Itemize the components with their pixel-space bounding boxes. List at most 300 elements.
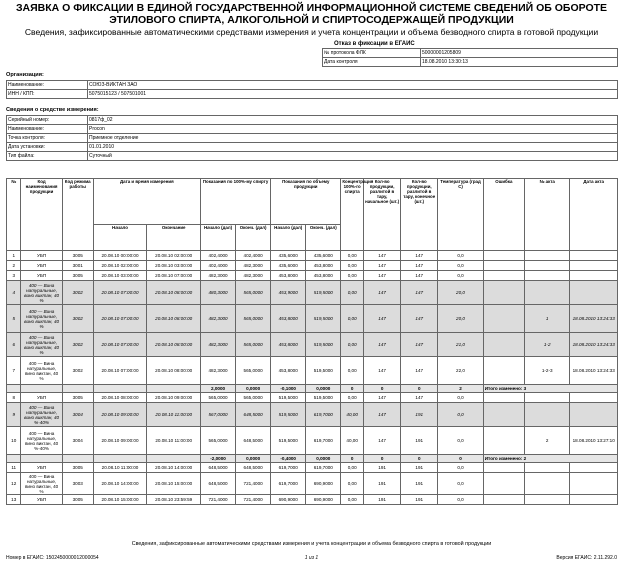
mode-code: 3005 [62, 271, 93, 281]
col-code-header: Код наименования продукции [21, 179, 62, 251]
mode-code: 3004 [62, 403, 93, 427]
qty-start: 147 [364, 333, 401, 357]
mode-code: 3002 [62, 357, 93, 385]
qty-start: 147 [364, 305, 401, 333]
vol-start: 453,8000 [271, 357, 306, 385]
temperature: 0,0 [438, 271, 483, 281]
start-datetime: 20.08.10 09:00:00 [93, 427, 147, 455]
org-label: ИНН / КПП: [7, 90, 88, 99]
col-volume-header: Показания по объему продукции [271, 179, 341, 225]
error-cell [483, 403, 524, 427]
row-number: 3 [7, 271, 21, 281]
vol-start: 519,5000 [271, 403, 306, 427]
vol-start: 453,8000 [271, 333, 306, 357]
total-empty-cell [62, 455, 93, 463]
act-date: 18.08.2010 13:24:33 [570, 333, 618, 357]
temperature: 0,0 [438, 463, 483, 473]
qty-end: 191 [401, 495, 438, 505]
concentration: 0,00 [341, 271, 364, 281]
total-row [7, 385, 618, 393]
start-datetime: 20.08.10 02:00:00 [93, 261, 147, 271]
vol-end: 519,5000 [306, 393, 341, 403]
error-cell [483, 251, 524, 261]
concentration: 0,00 [341, 463, 364, 473]
end-datetime: 20.08.10 23:59:59 [147, 495, 201, 505]
device-label: Наименование: [7, 125, 88, 134]
vol-start: 435,6000 [271, 261, 306, 271]
qty-end: 147 [401, 251, 438, 261]
pct-end: 402,4000 [236, 251, 271, 261]
concentration: 0,00 [341, 261, 364, 271]
vol-end: 519,5000 [306, 305, 341, 333]
error-cell [483, 393, 524, 403]
qty-end: 191 [401, 473, 438, 495]
act-date [570, 261, 618, 271]
pct-end: 482,3000 [236, 261, 271, 271]
start-datetime: 20.08.10 07:00:00 [93, 305, 147, 333]
qty-start: 191 [364, 495, 401, 505]
device-value: Суточный [88, 152, 618, 161]
act-date [570, 495, 618, 505]
row-number: 9 [7, 403, 21, 427]
device-value: Приемное отделение [88, 134, 618, 143]
qty-start: 191 [364, 473, 401, 495]
product-code: УБП [21, 251, 62, 261]
col-conc-header: Концентрация 100%-го спирта [341, 179, 364, 251]
start-datetime: 20.08.10 07:00:00 [93, 281, 147, 305]
egais-number: Номер в ЕГАИС: 1502450000012000054 [6, 555, 99, 561]
org-label: Наименование: [7, 81, 88, 90]
col-datetime-header: Дата и время измерения [93, 179, 200, 225]
vol-end: 690,9000 [306, 473, 341, 495]
qty-start: 147 [364, 251, 401, 261]
otkaz-label: № протокола ФЛК [323, 49, 421, 58]
act-date [570, 463, 618, 473]
vol-end: 619,7000 [306, 403, 341, 427]
start-datetime: 20.08.10 07:00:00 [93, 357, 147, 385]
col-start-header: Начало [93, 225, 147, 251]
mode-code: 3003 [62, 473, 93, 495]
device-row [7, 116, 618, 125]
col-pct-start-header: Начало (дал) [201, 225, 236, 251]
header-row [7, 179, 618, 225]
org-row [7, 81, 618, 90]
end-datetime: 20.08.10 11:00:00 [147, 403, 201, 427]
pct-end: 648,5000 [236, 463, 271, 473]
total-empty-cell [93, 385, 147, 393]
total-row [7, 455, 618, 463]
device-value: 0817ф_02 [88, 116, 618, 125]
row-number: 6 [7, 333, 21, 357]
product-code: УБП [21, 463, 62, 473]
device-label: Тип файла: [7, 152, 88, 161]
total-pct-end: 0,0000 [236, 385, 271, 393]
act-number [525, 271, 570, 281]
row-number: 8 [7, 393, 21, 403]
act-date [570, 473, 618, 495]
total-empty-cell [7, 385, 21, 393]
end-datetime: 20.08.10 15:00:00 [147, 473, 201, 495]
act-number [525, 393, 570, 403]
row-number: 4 [7, 281, 21, 305]
total-empty-cell [7, 455, 21, 463]
product-code: УБП [21, 261, 62, 271]
pct-start: 402,4000 [201, 261, 236, 271]
measurements-table [6, 178, 618, 505]
mode-code: 3005 [62, 463, 93, 473]
mode-code: 3005 [62, 495, 93, 505]
temperature: 0,0 [438, 393, 483, 403]
total-qty-end: 0 [401, 385, 438, 393]
product-code: 400 — Вина натуральные, вино виктан, 40 % [21, 473, 62, 495]
col-no-header: № [7, 179, 21, 251]
pct-start: 482,3000 [201, 305, 236, 333]
error-cell [483, 463, 524, 473]
error-cell [483, 357, 524, 385]
end-datetime: 20.08.10 09:00:00 [147, 393, 201, 403]
otkaz-value: 50000001205809 [421, 49, 618, 58]
col-act-no-header: № акта [525, 179, 570, 251]
org-table [6, 80, 618, 99]
egais-version: Версия ЕГАИС: 2.11.292.0 [556, 555, 617, 561]
qty-end: 191 [401, 427, 438, 455]
temperature: 20,0 [438, 281, 483, 305]
temperature: 0,0 [438, 261, 483, 271]
vol-start: 619,7000 [271, 473, 306, 495]
qty-start: 147 [364, 403, 401, 427]
act-number [525, 463, 570, 473]
qty-start: 147 [364, 271, 401, 281]
act-date: 18.08.2010 13:27:10 [570, 427, 618, 455]
device-label: Точка контроля: [7, 134, 88, 143]
row-number: 2 [7, 261, 21, 271]
error-cell [483, 305, 524, 333]
row-number: 7 [7, 357, 21, 385]
document-title: ЗАЯВКА О ФИКСАЦИИ В ЕДИНОЙ ГОСУДАРСТВЕННОЙ ИНФОРМАЦИОННОЙ СИСТЕМЕ СВЕДЕНИЙ ОБ ОБОРОТЕ ЭТИЛОВОГО СПИРТА, АЛКОГОЛЬНОЙ И СПИРТОСОДЕРЖАЩЕЙ ПРОДУКЦИИ [15, 2, 608, 26]
qty-end: 147 [401, 271, 438, 281]
temperature: 0,0 [438, 251, 483, 261]
table-row [7, 427, 618, 455]
vol-start: 453,9000 [271, 281, 306, 305]
qty-start: 147 [364, 281, 401, 305]
qty-start: 147 [364, 357, 401, 385]
product-code: 400 — Вина натуральные, вино виктан, 40 %-40% [21, 403, 62, 427]
total-conc: 0 [341, 385, 364, 393]
otkaz-heading: Отказ в фиксации в ЕГАИС [334, 41, 415, 47]
device-row [7, 152, 618, 161]
vol-end: 519,5000 [306, 281, 341, 305]
mode-code: 3002 [62, 333, 93, 357]
concentration: 0,00 [341, 393, 364, 403]
mode-code: 3004 [62, 427, 93, 455]
product-code: УБП [21, 271, 62, 281]
end-datetime: 20.08.10 02:00:00 [147, 251, 201, 261]
page-number: 1 из 1 [304, 555, 319, 561]
pct-start: 648,5000 [201, 473, 236, 495]
act-number [525, 281, 570, 305]
col-vol-end-header: Оконч. (дал) [306, 225, 341, 251]
pct-start: 402,4000 [201, 251, 236, 261]
product-code: 400 — Вина натуральные, вино виктан, 40 % [21, 357, 62, 385]
otkaz-label: Дата контроля [323, 58, 421, 67]
device-label: Серийный номер: [7, 116, 88, 125]
error-cell [483, 495, 524, 505]
qty-end: 147 [401, 333, 438, 357]
end-datetime: 20.08.10 08:00:00 [147, 305, 201, 333]
error-cell [483, 261, 524, 271]
row-number: 12 [7, 473, 21, 495]
org-value: СОЮЗ-ВИКТАН ЗАО [88, 81, 618, 90]
qty-end: 191 [401, 403, 438, 427]
table-row [7, 305, 618, 333]
total-pct-start: -2,0000 [201, 455, 236, 463]
pct-start: 482,3000 [201, 357, 236, 385]
temperature: 0,0 [438, 495, 483, 505]
otkaz-value: 18.08.2010 13:30:13 [421, 58, 618, 67]
document-subtitle: Сведения, зафиксированные автоматическими средствами измерения и учета концентрации и объема безводного спирта в готовой продукции [24, 27, 599, 37]
table-row [7, 357, 618, 385]
total-empty-cell [21, 455, 62, 463]
act-number: 1-2-3 [525, 357, 570, 385]
qty-end: 147 [401, 305, 438, 333]
table-row [7, 251, 618, 261]
act-number [525, 403, 570, 427]
product-code: 400 — Вина натуральные, вино виктан, 40 %-40% [21, 427, 62, 455]
pct-end: 565,0000 [236, 393, 271, 403]
end-datetime: 20.08.10 08:00:00 [147, 333, 201, 357]
col-error-header: Ошибка [483, 179, 524, 251]
table-row [7, 495, 618, 505]
pct-end: 721,4000 [236, 473, 271, 495]
pct-start: 567,0000 [201, 403, 236, 427]
qty-start: 191 [364, 463, 401, 473]
pct-end: 565,0000 [236, 305, 271, 333]
row-number: 1 [7, 251, 21, 261]
qty-end: 191 [401, 463, 438, 473]
device-value: 01.01.2010 [88, 143, 618, 152]
vol-start: 453,8000 [271, 271, 306, 281]
act-date [570, 403, 618, 427]
act-number [525, 495, 570, 505]
total-empty-cell [21, 385, 62, 393]
total-qty-end: 0 [401, 455, 438, 463]
qty-start: 147 [364, 393, 401, 403]
total-temp: 0 [438, 455, 483, 463]
total-empty-cell [93, 455, 147, 463]
device-table [6, 115, 618, 161]
qty-end: 147 [401, 261, 438, 271]
concentration: 0,00 [341, 473, 364, 495]
col-temp-header: Температура (град С) [438, 179, 483, 251]
end-datetime: 20.08.10 08:00:00 [147, 281, 201, 305]
error-cell [483, 333, 524, 357]
row-number: 13 [7, 495, 21, 505]
end-datetime: 20.08.10 07:00:00 [147, 271, 201, 281]
mode-code: 3002 [62, 305, 93, 333]
mode-code: 3005 [62, 251, 93, 261]
col-act-date-header: Дата акта [570, 179, 618, 251]
error-cell [483, 281, 524, 305]
temperature: 0,0 [438, 473, 483, 495]
act-number: 1 [525, 305, 570, 333]
qty-end: 147 [401, 357, 438, 385]
col-pct-end-header: Оконч. (дал) [236, 225, 271, 251]
row-number: 10 [7, 427, 21, 455]
total-empty-cell [147, 455, 201, 463]
end-datetime: 20.08.10 03:00:00 [147, 261, 201, 271]
total-temp: 2 [438, 385, 483, 393]
vol-start: 690,9000 [271, 495, 306, 505]
act-date: 18.08.2010 13:24:33 [570, 305, 618, 333]
pct-start: 565,0000 [201, 427, 236, 455]
vol-end: 619,7000 [306, 427, 341, 455]
start-datetime: 20.08.10 07:00:00 [93, 333, 147, 357]
vol-end: 519,5000 [306, 333, 341, 357]
start-datetime: 20.08.10 14:00:00 [93, 473, 147, 495]
total-vol-start: -0,4000 [271, 455, 306, 463]
total-qty-start: 0 [364, 385, 401, 393]
pct-end: 565,0000 [236, 357, 271, 385]
product-code: 400 — Вина натуральные, вино виктан, 40 % [21, 305, 62, 333]
org-heading: Организация: [6, 72, 44, 78]
act-number: 1-2 [525, 333, 570, 357]
act-date [570, 271, 618, 281]
vol-start: 519,5000 [271, 427, 306, 455]
start-datetime: 20.08.10 09:00:00 [93, 403, 147, 427]
vol-start: 619,7000 [271, 463, 306, 473]
vol-end: 619,7000 [306, 463, 341, 473]
temperature: 0,0 [438, 427, 483, 455]
col-end-header: Окончание [147, 225, 201, 251]
pct-start: 565,0000 [201, 393, 236, 403]
device-label: Дата установки: [7, 143, 88, 152]
pct-start: 721,4000 [201, 495, 236, 505]
col-qty-start-header: Кол-во продукции, разлитой в тару, начальное (шт.) [364, 179, 401, 251]
table-row [7, 403, 618, 427]
total-conc: 0 [341, 455, 364, 463]
start-datetime: 20.08.10 00:00:00 [93, 251, 147, 261]
error-cell [483, 473, 524, 495]
total-vol-end: 0,0000 [306, 455, 341, 463]
org-row [7, 90, 618, 99]
device-heading: Сведения о средстве измерения: [6, 107, 99, 113]
temperature: 22,0 [438, 357, 483, 385]
device-row [7, 143, 618, 152]
total-label: Итого изменено: 2 [483, 455, 617, 463]
vol-end: 519,5000 [306, 357, 341, 385]
temperature: 21,0 [438, 333, 483, 357]
device-row [7, 134, 618, 143]
mode-code: 3001 [62, 261, 93, 271]
concentration: 0,00 [341, 281, 364, 305]
vol-start: 519,5000 [271, 393, 306, 403]
total-empty-cell [62, 385, 93, 393]
mode-code: 3005 [62, 393, 93, 403]
pct-start: 482,3000 [201, 271, 236, 281]
table-row [7, 271, 618, 281]
pct-start: 480,3000 [201, 281, 236, 305]
act-number: 2 [525, 427, 570, 455]
table-row [7, 261, 618, 271]
product-code: 400 — Вина натуральные, вино виктан, 40 % [21, 333, 62, 357]
act-date: 18.08.2010 13:24:33 [570, 357, 618, 385]
pct-end: 648,5000 [236, 427, 271, 455]
start-datetime: 20.08.10 11:00:00 [93, 463, 147, 473]
total-vol-start: -0,1000 [271, 385, 306, 393]
end-datetime: 20.08.10 11:00:00 [147, 427, 201, 455]
act-number [525, 261, 570, 271]
footer-caption: Сведения, зафиксированные автоматическими средствами измерения и учета концентрации и объема безводного спирта в готовой продукции [131, 541, 492, 547]
act-number [525, 251, 570, 261]
act-number [525, 473, 570, 495]
table-row [7, 333, 618, 357]
otkaz-table [322, 48, 618, 67]
otkaz-row [323, 49, 618, 58]
product-code: УБП [21, 495, 62, 505]
device-row [7, 125, 618, 134]
row-number: 5 [7, 305, 21, 333]
concentration: 0,00 [341, 357, 364, 385]
pct-end: 648,5000 [236, 403, 271, 427]
pct-end: 565,0000 [236, 333, 271, 357]
vol-end: 435,6000 [306, 251, 341, 261]
end-datetime: 20.08.10 14:00:00 [147, 463, 201, 473]
start-datetime: 20.08.10 15:00:00 [93, 495, 147, 505]
error-cell [483, 271, 524, 281]
col-mode-header: Код режима работы [62, 179, 93, 251]
total-pct-end: 0,0000 [236, 455, 271, 463]
table-row [7, 463, 618, 473]
temperature: 0,0 [438, 403, 483, 427]
pct-end: 482,3000 [236, 271, 271, 281]
table-row [7, 393, 618, 403]
total-pct-start: 2,0000 [201, 385, 236, 393]
product-code: 400 — Вина натуральные, вино виктан, 40 % [21, 281, 62, 305]
total-label: Итого изменено: 3 [483, 385, 617, 393]
vol-start: 435,6000 [271, 251, 306, 261]
vol-end: 453,8000 [306, 271, 341, 281]
mode-code: 3002 [62, 281, 93, 305]
otkaz-row [323, 58, 618, 67]
row-number: 11 [7, 463, 21, 473]
col-pct-header: Показания по 100%-му спирту [201, 179, 271, 225]
concentration: 0,00 [341, 333, 364, 357]
act-date [570, 393, 618, 403]
qty-start: 147 [364, 427, 401, 455]
vol-end: 690,9000 [306, 495, 341, 505]
concentration: 40,00 [341, 403, 364, 427]
error-cell [483, 427, 524, 455]
temperature: 20,0 [438, 305, 483, 333]
concentration: 0,00 [341, 305, 364, 333]
device-value: Procon [88, 125, 618, 134]
pct-end: 565,0000 [236, 281, 271, 305]
col-vol-start-header: Начало (дал) [271, 225, 306, 251]
act-date [570, 251, 618, 261]
total-qty-start: 0 [364, 455, 401, 463]
total-empty-cell [147, 385, 201, 393]
qty-end: 147 [401, 393, 438, 403]
col-qty-end-header: Кол-во продукции, разлитой в тару, конечное (шт.) [401, 179, 438, 251]
concentration: 0,00 [341, 495, 364, 505]
act-date [570, 281, 618, 305]
end-datetime: 20.08.10 08:00:00 [147, 357, 201, 385]
total-vol-end: 0,0000 [306, 385, 341, 393]
concentration: 0,00 [341, 251, 364, 261]
pct-start: 648,5000 [201, 463, 236, 473]
start-datetime: 20.08.10 03:00:00 [93, 271, 147, 281]
pct-end: 721,4000 [236, 495, 271, 505]
